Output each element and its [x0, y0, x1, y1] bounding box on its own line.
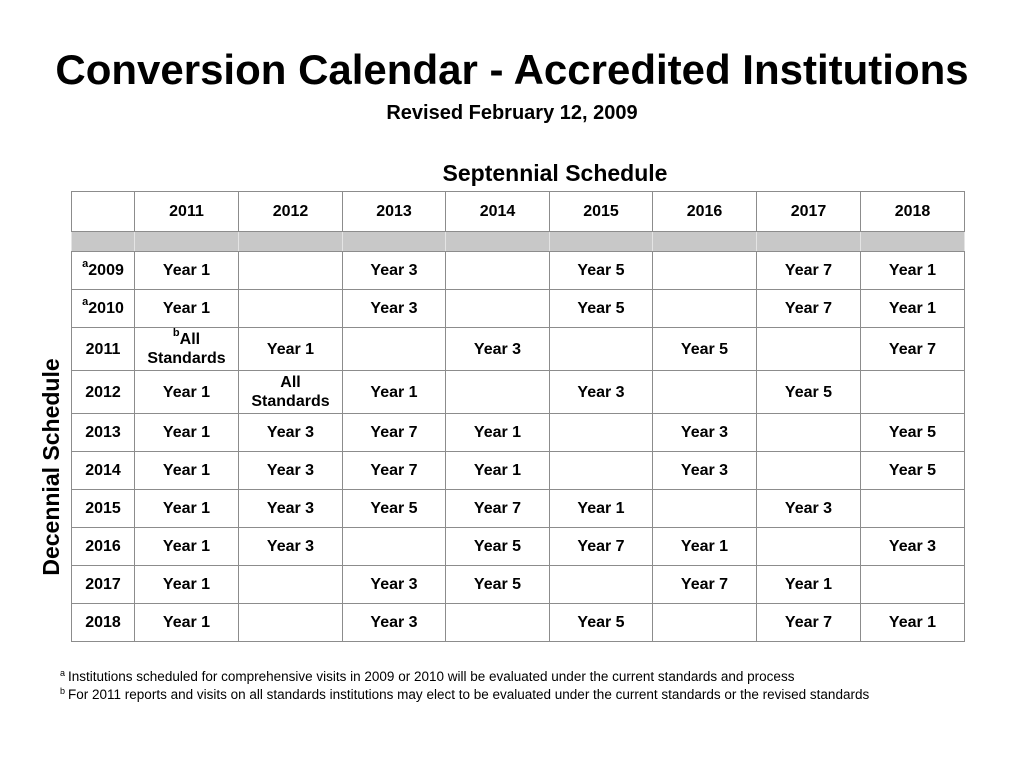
column-header-label: 2016	[686, 203, 723, 220]
footnote-b	[60, 686, 1020, 704]
schedule-cell	[757, 566, 861, 604]
header-row	[72, 192, 965, 232]
table-row	[72, 490, 965, 528]
row-year-label: 2011	[85, 340, 121, 358]
schedule-cell-text: Year 3	[784, 500, 833, 517]
footnote-text: Institutions scheduled for comprehensive visits in 2009 or 2010 will be evaluated under the current standards and process	[68, 669, 795, 684]
schedule-cell-text: Year 5	[577, 262, 625, 279]
schedule-cell-text: Year 3	[266, 500, 315, 517]
schedule-cell-text: Year 3	[370, 576, 418, 593]
table-row	[72, 604, 965, 642]
schedule-cell-text: Year 1	[266, 340, 315, 358]
schedule-cell-text: Year 1	[473, 424, 522, 441]
schedule-cell-text: Year 3	[473, 340, 522, 358]
schedule-cell-text: Year 5	[784, 383, 833, 401]
separator-cell	[653, 232, 757, 252]
schedule-cell	[239, 604, 343, 642]
schedule-cell	[757, 528, 861, 566]
row-header	[72, 371, 135, 414]
schedule-cell	[757, 414, 861, 452]
separator-cell	[861, 232, 965, 252]
schedule-cell	[135, 528, 239, 566]
schedule-cell-text: Year 7	[888, 340, 937, 358]
schedule-cell	[239, 328, 343, 371]
schedule-cell-text: Year 3	[266, 424, 315, 441]
schedule-cell	[135, 290, 239, 328]
schedule-cell-text: Year 1	[162, 500, 211, 517]
schedule-cell	[550, 290, 653, 328]
schedule-cell	[757, 328, 861, 371]
schedule-cell-text: Year 1	[162, 576, 211, 593]
row-year-label: 2016	[85, 538, 121, 555]
schedule-cell	[239, 452, 343, 490]
row-year-label: 2018	[85, 614, 121, 631]
schedule-cell	[446, 528, 550, 566]
schedule-cell	[550, 604, 653, 642]
schedule-cell-text: Year 1	[162, 300, 211, 317]
schedule-cell-text: Year 5	[370, 500, 418, 517]
schedule-cell	[550, 490, 653, 528]
schedule-cell	[135, 452, 239, 490]
row-header	[72, 414, 135, 452]
schedule-cell-text: Year 7	[784, 262, 833, 279]
schedule-cell	[135, 604, 239, 642]
schedule-cell-text: Year 7	[577, 538, 625, 555]
schedule-cell	[653, 328, 757, 371]
row-year-label: 2014	[85, 462, 121, 479]
table-row	[72, 371, 965, 414]
schedule-cell	[343, 604, 446, 642]
schedule-cell	[446, 414, 550, 452]
row-header	[72, 566, 135, 604]
footnotes	[60, 668, 1020, 704]
schedule-cell	[239, 290, 343, 328]
schedule-cell-text: Year 1	[680, 538, 729, 555]
schedule-cell-text: Year 3	[370, 300, 418, 317]
schedule-cell-text: Year 7	[784, 300, 833, 317]
column-header-label: 2011	[169, 203, 204, 220]
schedule-cell	[861, 604, 965, 642]
column-header	[343, 192, 446, 232]
column-header-label: 2018	[894, 203, 931, 220]
row-year-label: 2017	[85, 576, 121, 593]
schedule-cell	[653, 566, 757, 604]
schedule-cell-text: Year 7	[370, 424, 418, 441]
schedule-cell	[861, 371, 965, 414]
schedule-cell-text: Year 7	[680, 576, 729, 593]
schedule-cell	[550, 528, 653, 566]
schedule-cell	[239, 371, 343, 414]
table-row	[72, 252, 965, 290]
table-row	[72, 414, 965, 452]
schedule-cell	[343, 490, 446, 528]
schedule-cell-text: Year 7	[370, 462, 418, 479]
schedule-cell	[343, 452, 446, 490]
schedule-cell	[653, 371, 757, 414]
footnote-marker: b	[60, 685, 66, 696]
schedule-cell-text: Year 5	[577, 614, 625, 631]
schedule-cell-text: Year 3	[370, 614, 418, 631]
schedule-cell	[861, 566, 965, 604]
schedule-cell	[135, 371, 239, 414]
schedule-cell-text: Year 1	[162, 614, 211, 631]
schedule-cell	[550, 414, 653, 452]
schedule-cell	[343, 414, 446, 452]
schedule-cell	[446, 452, 550, 490]
schedule-cell-text: Year 1	[473, 462, 522, 479]
schedule-cell	[446, 328, 550, 371]
schedule-cell-text: Year 5	[473, 576, 522, 593]
schedule-cell	[446, 566, 550, 604]
schedule-cell	[446, 604, 550, 642]
row-header	[72, 604, 135, 642]
column-header	[550, 192, 653, 232]
schedule-cell	[446, 490, 550, 528]
schedule-cell	[239, 490, 343, 528]
table-row	[72, 328, 965, 371]
column-header-label: 2013	[376, 203, 412, 220]
schedule-cell	[446, 290, 550, 328]
schedule-cell	[239, 528, 343, 566]
schedule-cell-text: Year 3	[888, 538, 937, 555]
septennial-schedule-label: Septennial Schedule	[442, 160, 668, 186]
schedule-cell	[757, 371, 861, 414]
schedule-cell-text: Year 7	[784, 614, 833, 631]
schedule-cell	[135, 566, 239, 604]
conversion-calendar-table	[71, 191, 965, 642]
column-header	[861, 192, 965, 232]
separator-cell	[757, 232, 861, 252]
schedule-cell	[550, 566, 653, 604]
column-header	[446, 192, 550, 232]
schedule-cell	[757, 490, 861, 528]
schedule-cell-text: Year 1	[888, 262, 937, 279]
schedule-cell	[653, 414, 757, 452]
schedule-cell	[343, 252, 446, 290]
row-header	[72, 490, 135, 528]
separator-cell	[72, 232, 135, 252]
schedule-cell	[550, 328, 653, 371]
schedule-cell	[550, 252, 653, 290]
column-header	[653, 192, 757, 232]
separator-cell	[550, 232, 653, 252]
separator-cell	[343, 232, 446, 252]
footnote-marker: b	[172, 327, 180, 339]
row-year-label: 2010	[88, 300, 124, 317]
schedule-cell	[343, 290, 446, 328]
schedule-cell-text: Year 5	[577, 300, 625, 317]
footnote-marker: a	[60, 667, 66, 678]
schedule-cell-text: Year 1	[162, 538, 211, 555]
schedule-cell-text: Year 1	[162, 424, 211, 441]
table-row	[72, 452, 965, 490]
separator-cell	[135, 232, 239, 252]
schedule-cell	[446, 252, 550, 290]
schedule-cell	[343, 528, 446, 566]
table-row	[72, 566, 965, 604]
column-header-label: 2012	[272, 203, 309, 220]
table-row	[72, 528, 965, 566]
row-header	[72, 452, 135, 490]
schedule-cell	[861, 452, 965, 490]
row-year-label: 2015	[85, 500, 121, 517]
column-header	[239, 192, 343, 232]
schedule-cell	[653, 604, 757, 642]
schedule-cell	[861, 290, 965, 328]
schedule-cell	[343, 566, 446, 604]
table-row	[72, 290, 965, 328]
schedule-cell	[861, 490, 965, 528]
schedule-cell-text: Year 5	[888, 424, 937, 441]
footnote-a	[60, 668, 1020, 686]
schedule-cell-text: Year 3	[266, 538, 315, 555]
schedule-cell	[653, 490, 757, 528]
schedule-cell	[861, 328, 965, 371]
schedule-cell	[343, 371, 446, 414]
schedule-cell-text: Year 5	[888, 462, 937, 479]
schedule-cell-text: Year 1	[370, 383, 418, 401]
row-header	[72, 528, 135, 566]
decennial-schedule-label: Decennial Schedule	[38, 358, 64, 576]
schedule-cell-text: Year 1	[162, 383, 211, 401]
page-subtitle: Revised February 12, 2009	[386, 102, 638, 124]
row-header	[72, 328, 135, 371]
footnote-text: For 2011 reports and visits on all standards institutions may elect to be evaluated under the current standards or the revised standards	[68, 687, 870, 702]
column-header-label: 2015	[583, 203, 619, 220]
schedule-cell	[653, 252, 757, 290]
schedule-cell	[757, 604, 861, 642]
row-header	[72, 252, 135, 290]
schedule-cell-text: Year 3	[680, 462, 729, 479]
column-header-label: 2017	[790, 203, 827, 220]
row-year-label: 2012	[85, 383, 121, 401]
schedule-cell	[239, 414, 343, 452]
row-year-label: 2013	[85, 424, 121, 441]
schedule-cell-text: Year 5	[680, 340, 729, 358]
schedule-cell	[861, 414, 965, 452]
row-header	[72, 290, 135, 328]
schedule-cell	[343, 328, 446, 371]
schedule-cell-text: Year 3	[370, 262, 418, 279]
schedule-cell	[861, 252, 965, 290]
schedule-cell-text: Year 1	[784, 576, 833, 593]
schedule-cell	[135, 252, 239, 290]
schedule-cell	[446, 371, 550, 414]
schedule-cell-text: Year 1	[162, 262, 211, 279]
schedule-cell	[653, 528, 757, 566]
column-header	[135, 192, 239, 232]
schedule-cell	[550, 371, 653, 414]
schedule-cell-text: Year 3	[266, 462, 315, 479]
schedule-cell-text: Year 7	[473, 500, 522, 517]
schedule-cell-text: Year 1	[888, 614, 937, 631]
column-header	[757, 192, 861, 232]
schedule-cell-text: All Standards	[147, 331, 226, 367]
schedule-cell	[757, 290, 861, 328]
schedule-cell-text: Year 1	[162, 462, 211, 479]
schedule-cell	[239, 252, 343, 290]
row-year-label: 2009	[88, 262, 124, 279]
separator-row	[72, 232, 965, 252]
schedule-cell-text: Year 1	[577, 500, 625, 517]
schedule-cell-text: Year 5	[473, 538, 522, 555]
separator-cell	[239, 232, 343, 252]
schedule-cell-text: Year 1	[888, 300, 937, 317]
schedule-cell	[135, 414, 239, 452]
schedule-cell-text: Year 3	[577, 383, 625, 401]
schedule-cell	[757, 252, 861, 290]
footnote-marker: a	[82, 257, 89, 270]
schedule-cell	[550, 452, 653, 490]
schedule-cell	[653, 290, 757, 328]
schedule-cell	[239, 566, 343, 604]
schedule-cell	[757, 452, 861, 490]
schedule-cell-text: All Standards	[251, 374, 330, 410]
page-title: Conversion Calendar - Accredited Institutions	[55, 46, 969, 93]
schedule-cell	[861, 528, 965, 566]
footnote-marker: a	[82, 295, 89, 308]
schedule-cell	[135, 490, 239, 528]
separator-cell	[446, 232, 550, 252]
schedule-cell	[653, 452, 757, 490]
schedule-cell	[135, 328, 239, 371]
corner-cell	[72, 192, 135, 232]
schedule-cell-text: Year 3	[680, 424, 729, 441]
column-header-label: 2014	[479, 203, 516, 220]
